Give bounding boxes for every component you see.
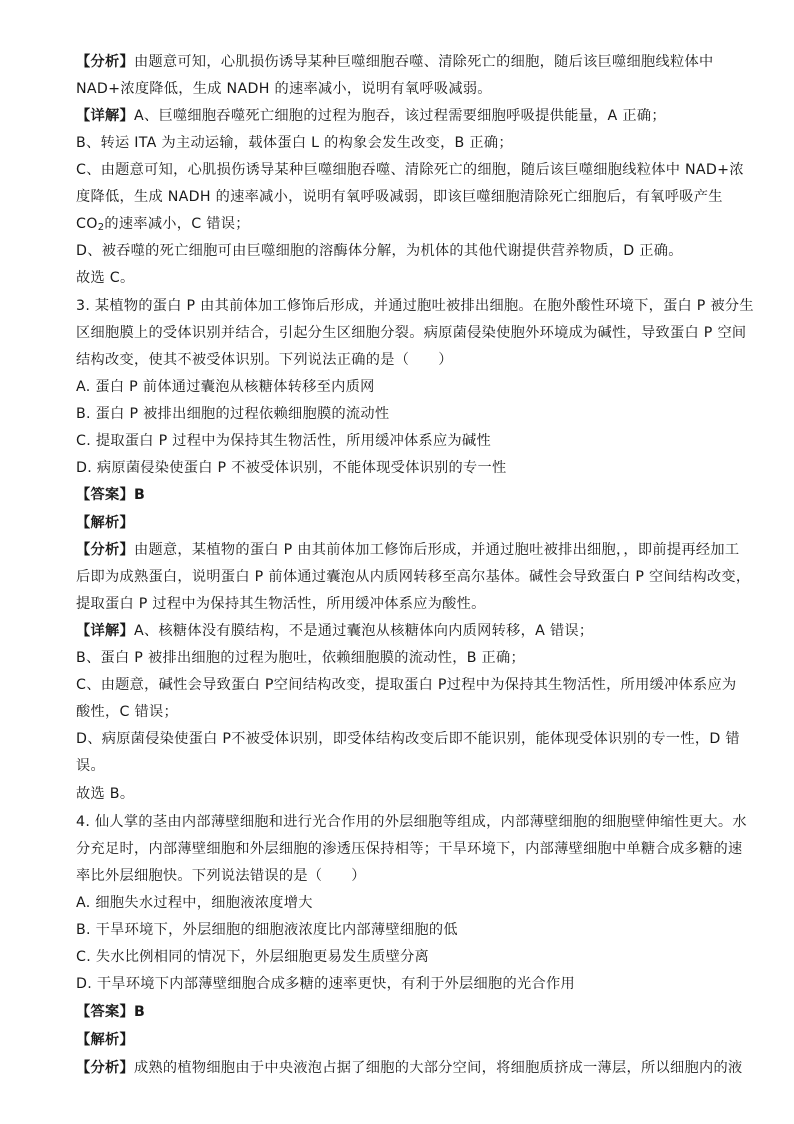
q3-answer: 【答案】B bbox=[76, 487, 146, 503]
q3-explain-heading: 【解析】 bbox=[76, 515, 134, 531]
q2-detail-c-line-2: 度降低，生成 NADH 的速率减小，说明有氧呼吸减弱，即该巨噬细胞清除死亡细胞后，有氧呼吸产生 bbox=[76, 189, 723, 205]
q4-answer: 【答案】B bbox=[76, 1004, 146, 1020]
q4-option-c: C. 失水比例相同的情况下，外层细胞更易发生质壁分离 bbox=[76, 949, 430, 965]
q3-detail-d-line-1: D、病原菌侵染使蛋白 P不被受体识别，即受体结构改变后即不能识别，能体现受体识别的专一性，D 错 bbox=[76, 731, 740, 747]
q4-analysis-tag: 【分析】 bbox=[76, 1060, 134, 1076]
q3-option-d: D. 病原菌侵染使蛋白 P 不被受体识别，不能体现受体识别的专一性 bbox=[76, 460, 507, 476]
q4-option-d: D. 干旱环境下内部薄壁细胞合成多糖的速率更快，有利于外层细胞的光合作用 bbox=[76, 976, 575, 992]
q2-detail-d: D、被吞噬的死亡细胞可由巨噬细胞的溶酶体分解，为机体的其他代谢提供营养物质，D 正确。 bbox=[76, 243, 683, 259]
q3-detail-b: B、蛋白 P 被排出细胞的过程为胞吐，依赖细胞膜的流动性，B 正确； bbox=[76, 650, 526, 666]
q3-detail-a: 【详解】A、核糖体没有膜结构，不是通过囊泡从核糖体向内质网转移，A 错误； bbox=[76, 623, 594, 639]
q4-stem-line-2: 分充足时，内部薄壁细胞和外层细胞的渗透压保持相等；干旱环境下，内部薄壁细胞中单糖合成多糖的速 bbox=[76, 841, 743, 857]
q3-analysis-line-1: 【分析】由题意，某植物的蛋白 P 由其前体加工修饰后形成，并通过胞吐被排出细胞，，即前提再经加工 bbox=[76, 542, 740, 558]
q3-detail-c-line-2: 酸性，C 错误； bbox=[76, 704, 178, 720]
q3-option-b: B. 蛋白 P 被排出细胞的过程依赖细胞膜的流动性 bbox=[76, 406, 390, 422]
q2-detail-tag: 【详解】 bbox=[76, 108, 134, 124]
q4-option-a: A. 细胞失水过程中，细胞液浓度增大 bbox=[76, 895, 313, 911]
q3-stem-line-2: 区细胞膜上的受体识别并结合，引起分生区细胞分裂。病原菌侵染使胞外环境成为碱性，导致蛋白 P 空间 bbox=[76, 325, 747, 341]
q2-analysis-line-2: NAD+浓度降低，生成 NADH 的速率减小，说明有氧呼吸减弱。 bbox=[76, 81, 492, 97]
q3-option-c: C. 提取蛋白 P 过程中为保持其生物活性，所用缓冲体系应为碱性 bbox=[76, 433, 491, 449]
q3-analysis-tag: 【分析】 bbox=[76, 542, 134, 558]
q2-detail-b: B、转运 ITA 为主动运输，载体蛋白 L 的构象会发生改变，B 正确； bbox=[76, 135, 513, 151]
q3-stem-line-3: 结构改变，使其不被受体识别。下列说法正确的是（ ） bbox=[76, 352, 453, 368]
q2-analysis-tag: 【分析】 bbox=[76, 54, 134, 70]
q3-analysis-line-3: 提取蛋白 P 过程中为保持其生物活性，所用缓冲体系应为酸性。 bbox=[76, 596, 486, 612]
q3-stem-line-1: 3. 某植物的蛋白 P 由其前体加工修饰后形成，并通过胞吐被排出细胞。在胞外酸性环境下，蛋白 P 被分生 bbox=[76, 298, 754, 314]
q4-stem-line-3: 率比外层细胞快。下列说法错误的是（ ） bbox=[76, 868, 366, 884]
q2-analysis-line-1: 【分析】由题意可知，心肌损伤诱导某种巨噬细胞吞噬、清除死亡的细胞，随后该巨噬细胞线粒体中 bbox=[76, 54, 714, 70]
q3-conclusion: 故选 B。 bbox=[76, 786, 135, 802]
q2-detail-c-line-3: $CO_2$的速率减小，C 错误； bbox=[76, 216, 250, 233]
q3-detail-d-line-2: 误。 bbox=[76, 758, 105, 774]
q2-detail-a: 【详解】A、巨噬细胞吞噬死亡细胞的过程为胞吞，该过程需要细胞呼吸提供能量，A 正确； bbox=[76, 108, 666, 124]
q4-stem-line-1: 4. 仙人掌的茎由内部薄壁细胞和进行光合作用的外层细胞等组成，内部薄壁细胞的细胞壁伸缩性更大。水 bbox=[76, 814, 747, 830]
q4-analysis-line-1: 【分析】成熟的植物细胞由于中央液泡占据了细胞的大部分空间，将细胞质挤成一薄层，所以细胞内的液 bbox=[76, 1060, 743, 1076]
q3-detail-tag: 【详解】 bbox=[76, 623, 134, 639]
q2-detail-c-line-1: C、由题意可知，心肌损伤诱导某种巨噬细胞吞噬、清除死亡的细胞，随后该巨噬细胞线粒体中 NAD+浓 bbox=[76, 162, 744, 178]
q4-option-b: B. 干旱环境下，外层细胞的细胞液浓度比内部薄壁细胞的低 bbox=[76, 922, 458, 938]
q3-analysis-line-2: 后即为成熟蛋白，说明蛋白 P 前体通过囊泡从内质网转移至高尔基体。碱性会导致蛋白 P 空间结构改变， bbox=[76, 569, 751, 585]
q4-explain-heading: 【解析】 bbox=[76, 1032, 134, 1048]
q3-option-a: A. 蛋白 P 前体通过囊泡从核糖体转移至内质网 bbox=[76, 379, 375, 395]
q2-conclusion: 故选 C。 bbox=[76, 270, 135, 286]
q3-detail-c-line-1: C、由题意，碱性会导致蛋白 P空间结构改变，提取蛋白 P过程中为保持其生物活性，所用缓冲体系应为 bbox=[76, 677, 737, 693]
